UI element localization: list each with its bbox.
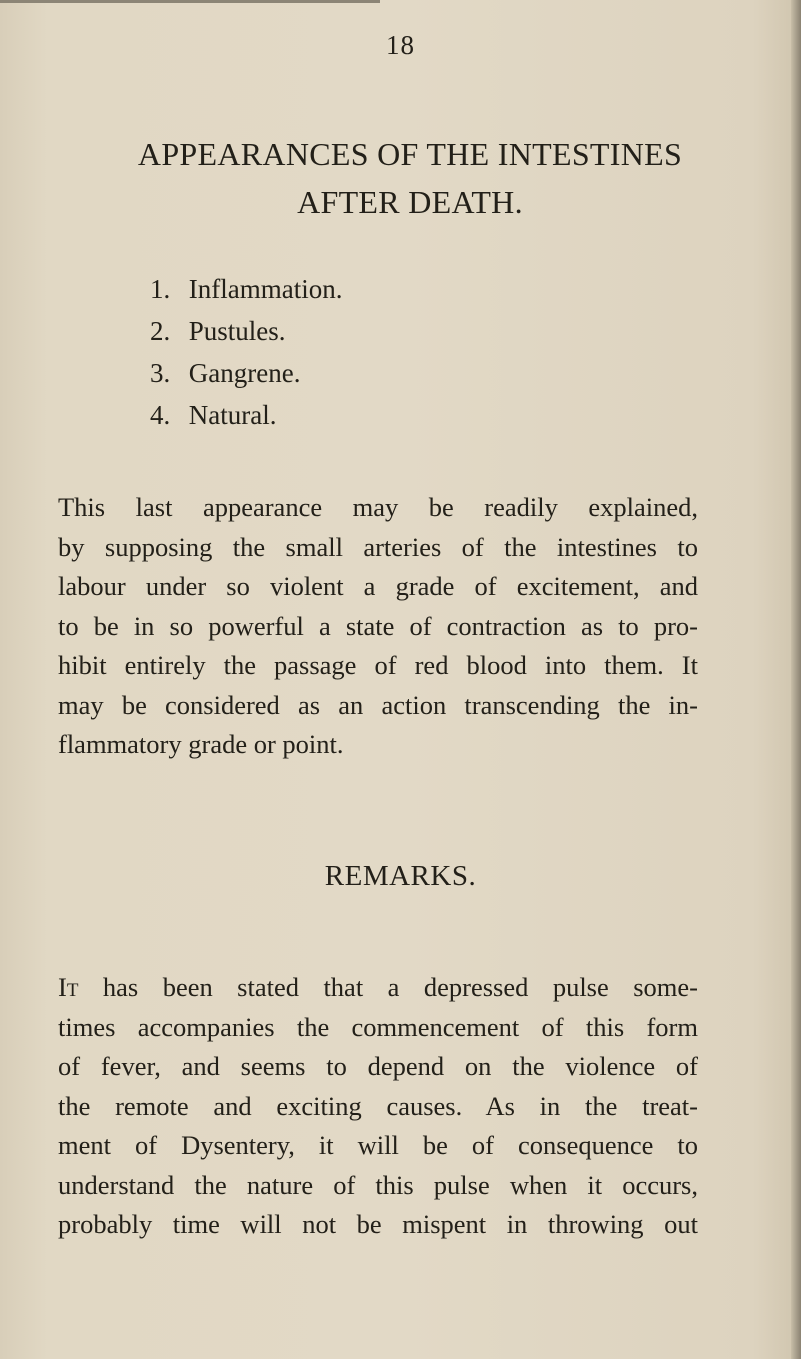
chapter-title — [40, 130, 780, 226]
paragraph-line: probably time will not be mispent in throwing out — [58, 1209, 698, 1239]
list-item-number: 1. — [150, 274, 171, 304]
paragraph-line: hibit entirely the passage of red blood into them. It — [58, 650, 698, 680]
appearance-list — [150, 268, 342, 436]
list-item — [150, 394, 342, 436]
list-item-number: 2. — [150, 316, 171, 346]
list-item-number: 4. — [150, 400, 171, 430]
first-line-rest: has been stated that a depressed pulse some- — [78, 972, 698, 1002]
paragraph-line: labour under so violent a grade of excitement, and — [58, 571, 698, 601]
explanation-paragraph — [58, 488, 698, 765]
paragraph-line: times accompanies the commencement of this form — [58, 1011, 698, 1042]
title-line-1: APPEARANCES OF THE INTESTINES — [137, 136, 683, 172]
paragraph-line: ment of Dysentery, it will be of consequence to — [58, 1130, 698, 1160]
paragraph-line: This last appearance may be readily explained, — [58, 492, 698, 522]
list-item-text: Inflammation. — [188, 274, 343, 304]
paragraph-line: may be considered as an action transcending the in- — [58, 689, 698, 720]
paragraph-line: of fever, and seems to depend on the violence of — [58, 1051, 698, 1081]
list-item-text: Gangrene. — [188, 358, 301, 388]
top-edge-rule — [0, 0, 380, 3]
paragraph-line: flammatory grade or point. — [58, 729, 344, 759]
title-line-2: AFTER DEATH. — [297, 184, 523, 220]
paragraph-line: the remote and exciting causes. As in the treat- — [58, 1090, 698, 1121]
paragraph-line: understand the nature of this pulse when it occurs, — [58, 1169, 698, 1200]
page-edge-shadow — [791, 0, 801, 1359]
page-number: 18 — [386, 30, 415, 60]
list-item — [150, 352, 342, 394]
list-item — [150, 268, 342, 310]
paragraph-line: by supposing the small arteries of the intestines to — [58, 531, 698, 562]
lead-word: It — [58, 972, 79, 1002]
paragraph-line: to be in so powerful a state of contraction as to pro- — [58, 610, 698, 641]
list-item — [150, 310, 342, 352]
remarks-paragraph — [58, 968, 698, 1245]
paragraph-line — [58, 968, 698, 1008]
list-item-number: 3. — [150, 358, 171, 388]
list-item-text: Natural. — [188, 400, 277, 430]
remarks-heading: REMARKS. — [324, 860, 477, 892]
list-item-text: Pustules. — [188, 316, 286, 346]
